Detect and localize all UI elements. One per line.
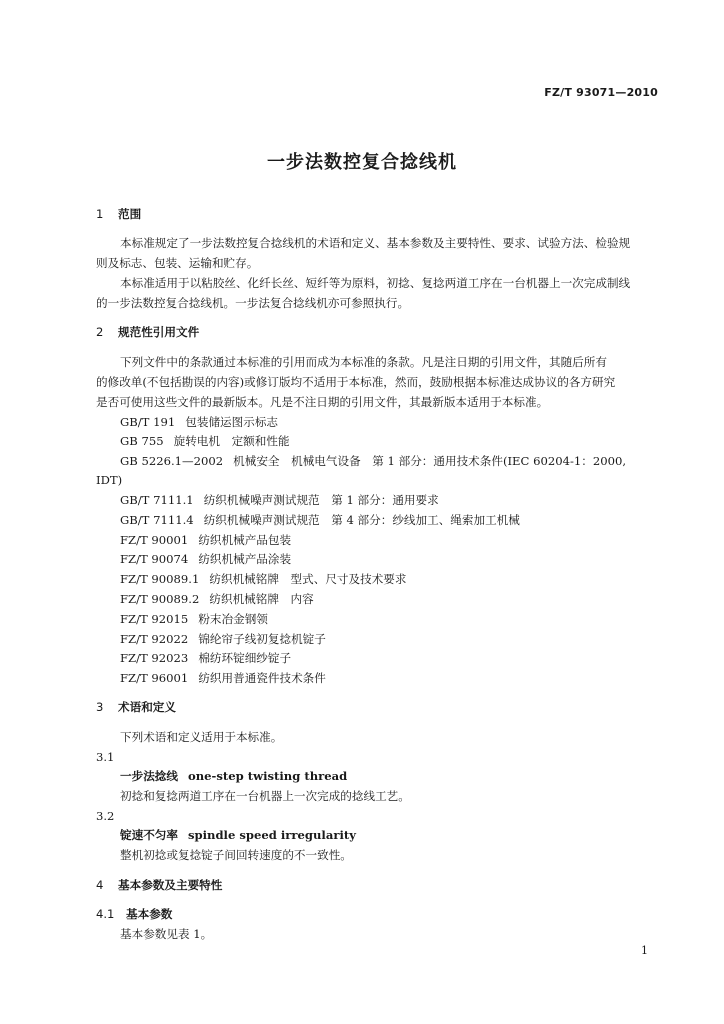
reference-item [120, 651, 291, 665]
reference-title: 棉纺环锭细纱锭子 [198, 651, 292, 665]
reference-code: GB 755 [120, 434, 164, 448]
reference-item [120, 612, 268, 626]
subsection-4-1-heading [96, 907, 172, 921]
reference-item [120, 572, 406, 586]
reference-title: 旋转电机 定额和性能 [173, 434, 290, 448]
section-1-heading [96, 207, 141, 221]
reference-title: 纺织机械产品涂装 [198, 552, 292, 566]
reference-title: 纺织机械噪声测试规范 第 4 部分：纱线加工、绳索加工机械 [203, 513, 520, 527]
section-title: 术语和定义 [118, 700, 176, 714]
reference-code: FZ/T 90001 [120, 533, 189, 547]
reference-item [120, 493, 439, 507]
reference-item [120, 415, 278, 429]
reference-title: 锦纶帘子线初复捻机锭子 [198, 632, 326, 646]
reference-code: FZ/T 96001 [120, 671, 189, 685]
paragraph-line: 的修改单(不包括勘误的内容)或修订版均不适用于本标准，然而，鼓励根据本标准达成协议的各方研究 [96, 375, 616, 389]
page-number: 1 [641, 944, 648, 957]
section-2-heading [96, 325, 199, 339]
subsection-title: 基本参数 [126, 907, 173, 921]
paragraph-line: 的一步法数控复合捻线机。一步法复合捻线机亦可参照执行。 [96, 296, 410, 310]
term-definition: 初捻和复捻两道工序在一台机器上一次完成的捻线工艺。 [120, 789, 410, 803]
reference-item [120, 454, 626, 468]
paragraph-line: 本标准适用于以粘胶丝、化纤长丝、短纤等为原料，初捻、复捻两道工序在一台机器上一次完成制线 [120, 276, 631, 290]
reference-code: GB 5226.1—2002 [120, 454, 224, 468]
section-number: 4 [96, 878, 104, 892]
reference-code: IDT) [96, 473, 123, 487]
term-number: 3.2 [96, 809, 115, 823]
section-4-heading [96, 878, 222, 892]
paragraph-line: 则及标志、包装、运输和贮存。 [96, 256, 259, 270]
reference-title: 包装储运图示标志 [185, 415, 279, 429]
reference-code: FZ/T 92015 [120, 612, 189, 626]
reference-code: FZ/T 90089.2 [120, 592, 200, 606]
reference-item [120, 513, 520, 527]
term-en: spindle speed irregularity [187, 828, 356, 842]
reference-code: FZ/T 92023 [120, 651, 189, 665]
reference-item [120, 671, 326, 685]
subsection-number: 4.1 [96, 907, 115, 921]
reference-title: 纺织机械噪声测试规范 第 1 部分：通用要求 [203, 493, 439, 507]
reference-title: 粉末冶金钢领 [198, 612, 268, 626]
reference-item [120, 552, 291, 566]
section-title: 规范性引用文件 [118, 325, 200, 339]
reference-code: FZ/T 90089.1 [120, 572, 200, 586]
term-heading [120, 769, 347, 783]
reference-item [120, 592, 314, 606]
reference-code: FZ/T 90074 [120, 552, 189, 566]
reference-code: FZ/T 92022 [120, 632, 189, 646]
paragraph-line: 下列术语和定义适用于本标准。 [120, 730, 283, 744]
paragraph-line: 下列文件中的条款通过本标准的引用而成为本标准的条款。凡是注日期的引用文件，其随后所有 [120, 355, 607, 369]
paragraph-line: 基本参数见表 1。 [120, 927, 213, 941]
term-en: one-step twisting thread [187, 769, 348, 783]
paragraph-line: 本标准规定了一步法数控复合捻线机的术语和定义、基本参数及主要特性、要求、试验方法、检验规 [120, 236, 631, 250]
reference-title: 纺织机械铭牌 内容 [209, 592, 314, 606]
section-number: 3 [96, 700, 104, 714]
term-heading [120, 828, 356, 842]
term-zh: 锭速不匀率 [120, 828, 178, 842]
term-number: 3.1 [96, 750, 115, 764]
section-number: 1 [96, 207, 104, 221]
reference-item [120, 434, 290, 448]
reference-item-continued [96, 473, 122, 487]
document-title: 一步法数控复合捻线机 [267, 152, 457, 173]
standard-code: FZ/T 93071—2010 [544, 86, 658, 99]
reference-code: GB/T 7111.1 [120, 493, 194, 507]
section-number: 2 [96, 325, 104, 339]
reference-code: GB/T 191 [120, 415, 176, 429]
reference-title: 纺织用普通瓷件技术条件 [198, 671, 326, 685]
reference-code: GB/T 7111.4 [120, 513, 194, 527]
reference-title: 纺织机械产品包装 [198, 533, 292, 547]
reference-item [120, 632, 326, 646]
term-zh: 一步法捻线 [120, 769, 178, 783]
section-3-heading [96, 700, 176, 714]
reference-item [120, 533, 291, 547]
section-title: 基本参数及主要特性 [118, 878, 223, 892]
paragraph-line: 是否可使用这些文件的最新版本。凡是不注日期的引用文件，其最新版本适用于本标准。 [96, 395, 549, 409]
reference-title: 机械安全 机械电气设备 第 1 部分：通用技术条件(IEC 60204-1：2000, [233, 454, 627, 468]
term-definition: 整机初捻或复捻锭子间回转速度的不一致性。 [120, 848, 352, 862]
section-title: 范围 [118, 207, 142, 221]
reference-title: 纺织机械铭牌 型式、尺寸及技术要求 [209, 572, 407, 586]
